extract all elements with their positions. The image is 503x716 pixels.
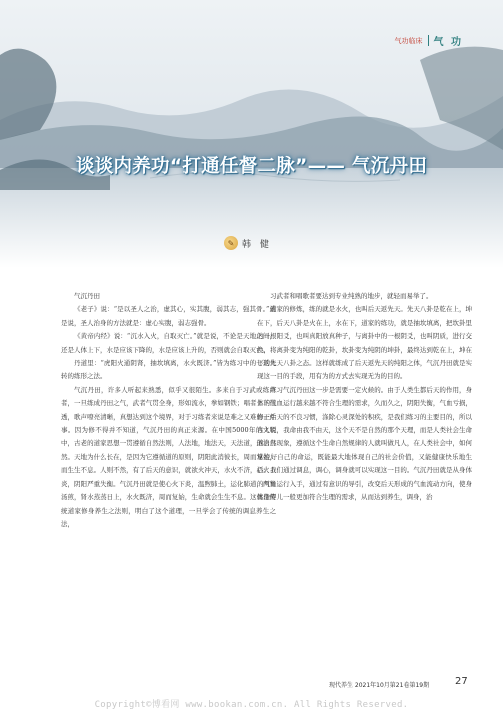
paragraph: 习武者和唱歌者要达到专业纯熟的地步，就轻而易举了。 <box>270 292 433 300</box>
column-header <box>395 33 463 48</box>
paragraph: 气沉丹田，许多人听起来熟悉，似乎又很陌生。多来自于习武或练声者，一旦练成丹田之气，武者气贯全身，形如流水，拳如钢铁；唱者上下通透，歌声嘹亮清晰，真想达到这个境界，对于习练者来说是难之又难的一件事。因为修不得并不知道，气沉丹田的真正来源。在中国5000年的文明中，古老的道家思想一贯遵循自然法则，人法地，地法天，天法道，道法自然。天地为什么长在，是因为它遵循道的原则，阴阳此消彼长，周而复始，而生生不息。人则不然，有了后天的意识，就欲火冲天，水火不济，心火上炎，阴阳严重失衡。气沉丹田就是使心火下炎，温煦肺土，运化肺道，两肾汤煎，肾水蒸蒸日上，水火既济，周而复始，生命就会生生不息。这就是传统道家修身养生之法则，明白了这个道理，一旦学会了传统的调息养生之法， <box>61 385 276 528</box>
pen-icon: ✎ <box>224 236 238 250</box>
article-column-right <box>257 290 472 505</box>
paragraph: 《老子》说：“是以圣人之治，虚其心，实其腹，弱其志，强其骨。”就是说，圣人治身的方法就是：虚心实腹，弱志强骨。 <box>61 305 276 327</box>
copyright-watermark: Copyright©博看网 www.bookan.com.cn. All Rights Reserved. <box>94 700 409 710</box>
paragraph: 丹道里：“虎阳火通阴肾，抽坎填离，水火既济。”皆为练习中的七返九转的练形之法。 <box>61 359 276 381</box>
author-badge <box>224 236 272 250</box>
paragraph: 气沉丹田 <box>74 292 100 300</box>
publication-info: 现代养生 2021年10月第21卷第19期 <box>329 682 430 689</box>
article-title: 谈谈内养功“打通任督二脉”—— 气沉丹田 <box>75 156 428 177</box>
article-column-left <box>61 290 276 531</box>
paragraph: 《黄帝内经》说：“沉水入火，自取灭亡。”就是说，不论是天地之间，还是人体上下，水是应该下降的，水是应该上升的，否则就会自取灭亡。 <box>61 332 276 354</box>
page-number: 27 <box>455 676 468 687</box>
column-name: 气 功 <box>433 37 463 48</box>
paragraph: 道家的修炼，练的就是水火，也叫后天返先天。先天八卦是乾在上，坤在下，后天八卦是火在上，水在下，道家的练功，就是抽坎填离，把坎卦里的一根阳爻，也叫真阳放真种子，与离卦中的一根阴爻，也叫阴质，进行交换，将离卦变为纯阳的乾卦，坎卦变为纯阴的坤卦，最终达到乾在上，坤在下的先天八卦之态。这样就练成了后天返先天的纯阳之体，气沉丹田就是实现这一目的手段，用有为的方式去实现无为的目的。 <box>257 305 472 381</box>
author-name: 韩 健 <box>242 239 272 250</box>
hero-landscape <box>0 0 503 268</box>
section-label: 气功临床 <box>394 36 423 45</box>
header-divider <box>428 35 429 46</box>
paragraph: 练习气沉丹田这一步是需要一定火候的。由于人类生都后天的作用，身体的气血运行越来越不符合生理的需求，久而久之，阴阳失衡，气血亏损，修正后天的不良习惯，涤除心灵深处的积疾，是我们练习的主要目的，所以古人说，我命由我不由天，这个天不是自然的那个天理，而是人类社会生命的自然现象，遵循这个生命自然规律的人就叫做凡人，在人类社会中，如何掌控好自己的命运，既能最大地体现自己的社会价值，又能健康快乐地生活。我们通过调息，调心，调身就可以实现这一目的。气沉丹田就是从身体的气血运行入手，通过有意识的导引，改变后天形成的气血流动方向，使身体像婴儿一般更加符合生理的需求，从而达到养生，调身，治 <box>257 385 472 502</box>
